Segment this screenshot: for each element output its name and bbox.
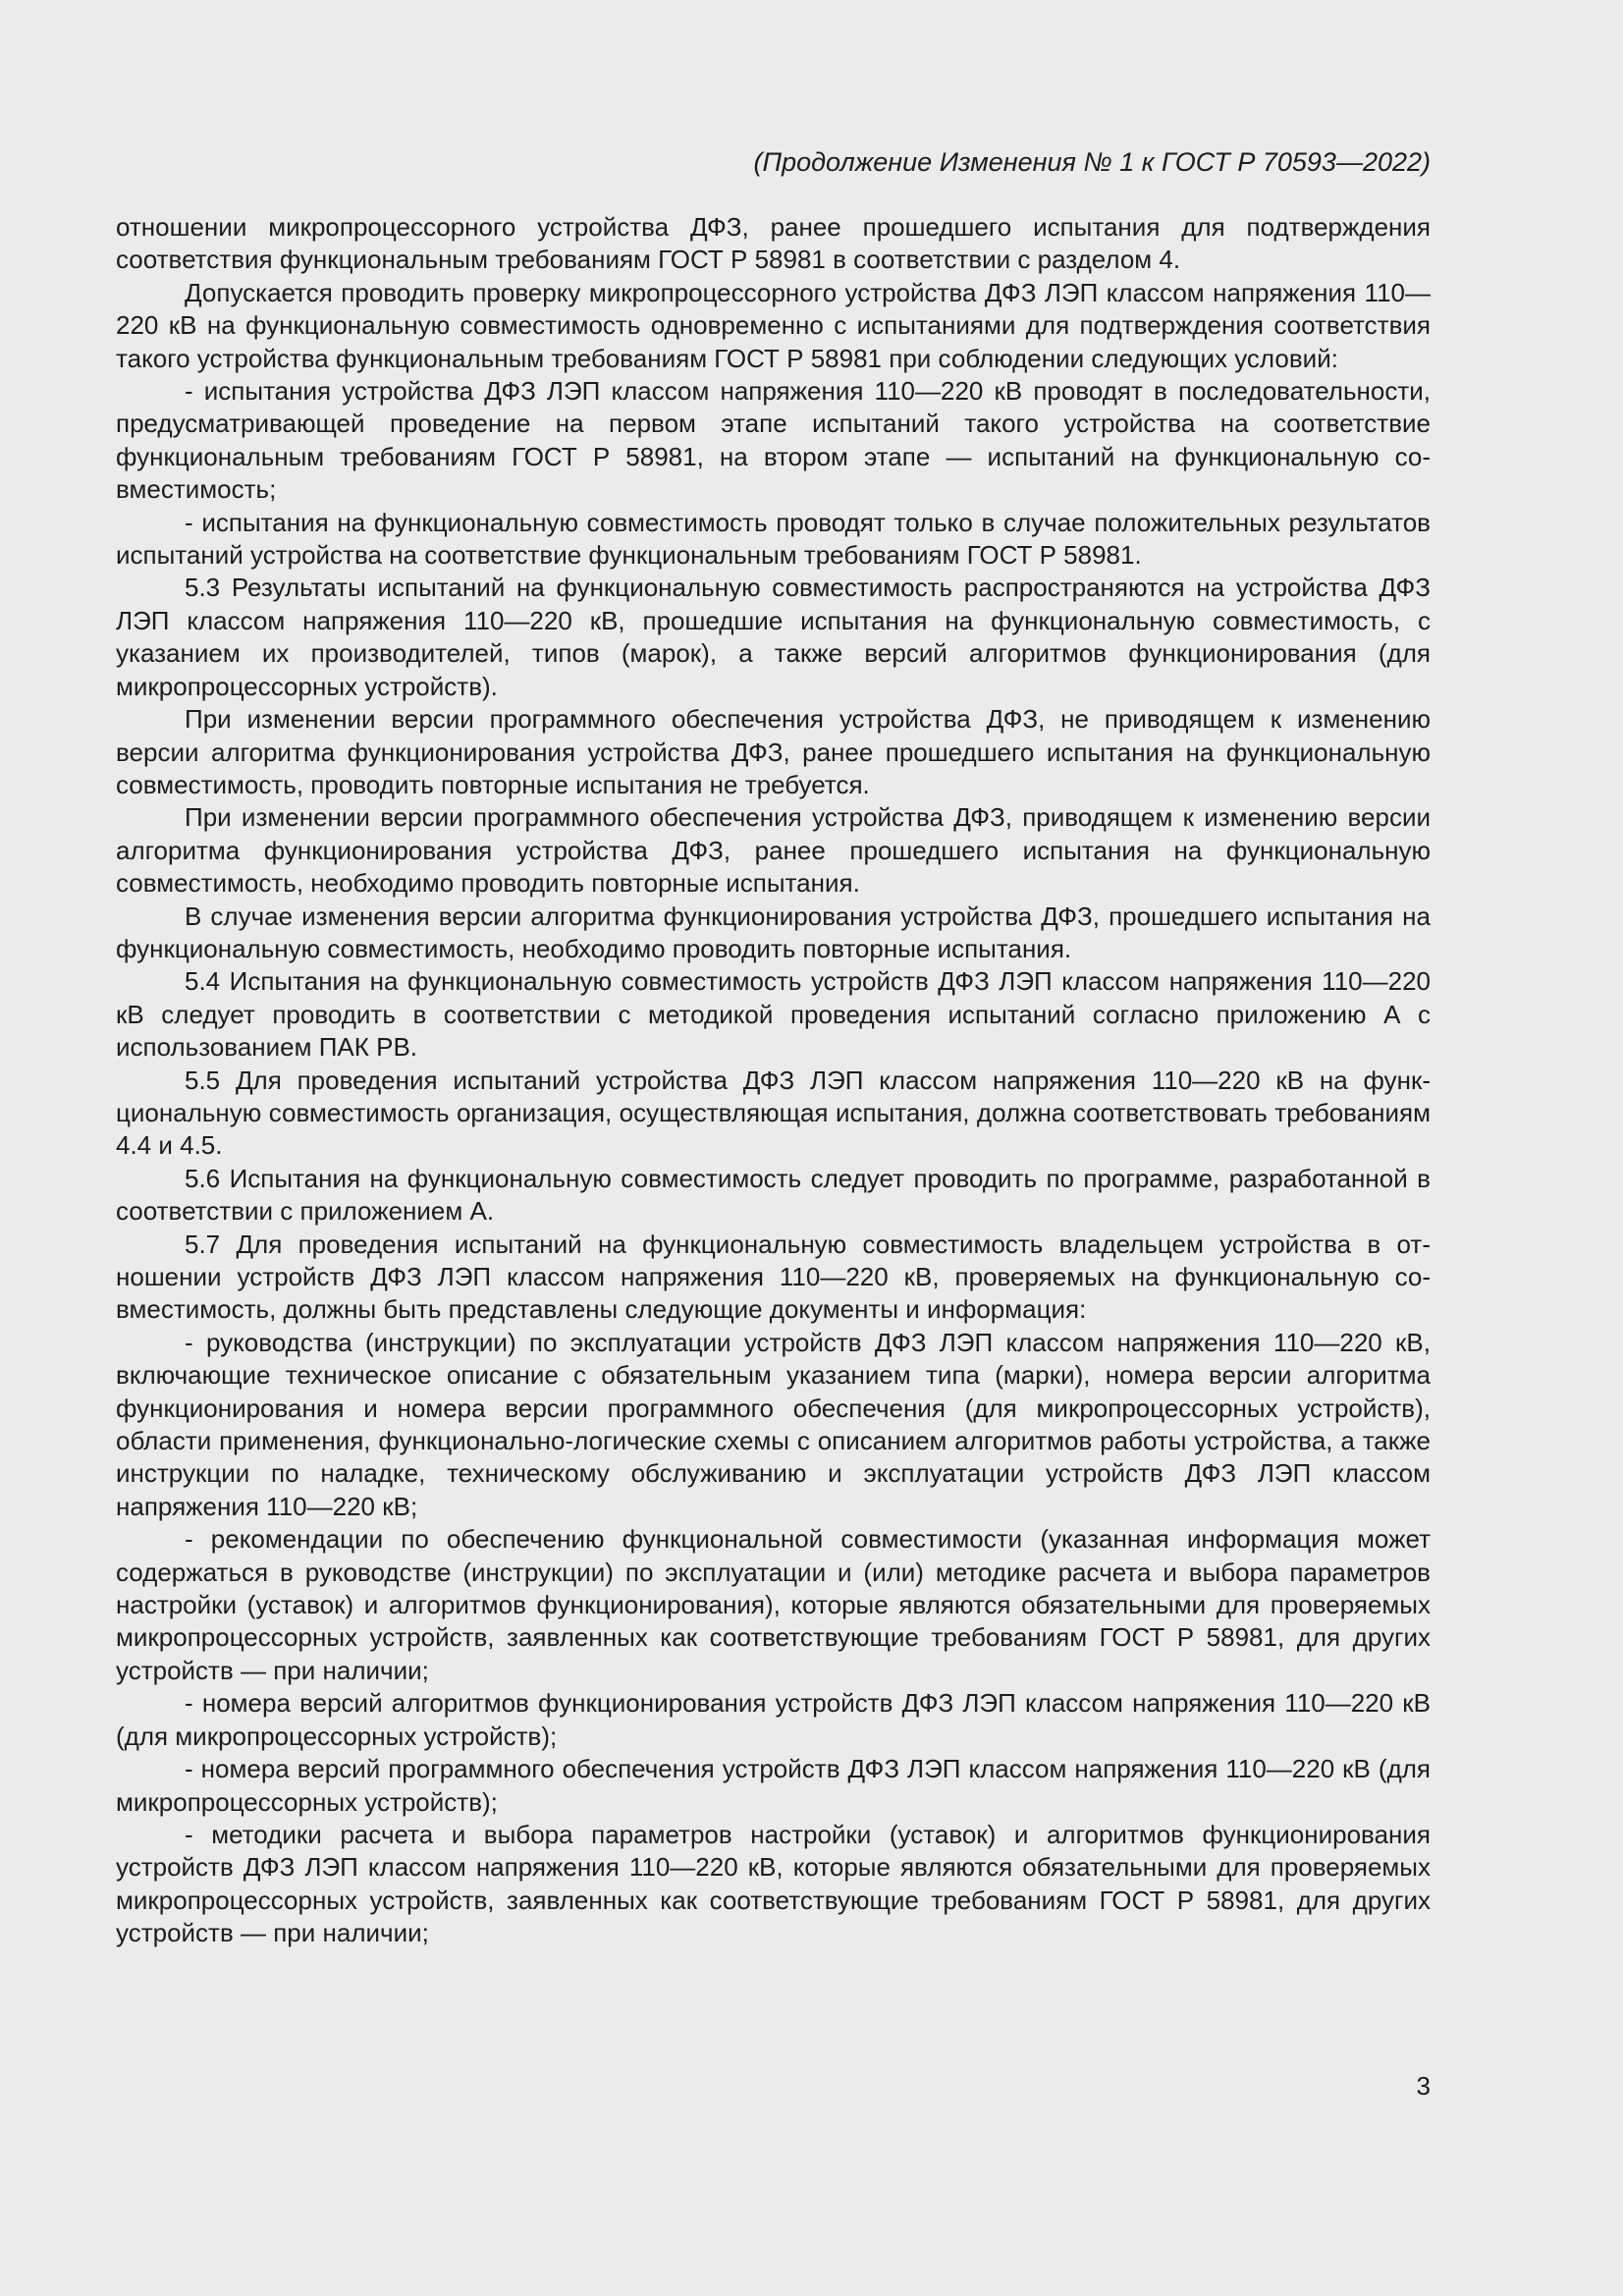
clause-5-3: 5.3 Результаты испытаний на функциональную совместимость распространяются на устройства ДФЗ ЛЭП классом напряжения 110—220 кВ, прошедшие испытания на функциональную совместимость, с указанием их производителей, типов (марок), а также версий алгоритмов функционирования (для микропроцессорных устройств). [116, 573, 1431, 701]
list-item-positive-results: - испытания на функциональную совместимость проводят только в случае положительных результатов испытаний устройства на соответствие функциональным требованиям ГОСТ Р 58981. [116, 507, 1431, 571]
list-item-test-sequence: - испытания устройства ДФЗ ЛЭП классом напряжения 110—220 кВ проводят в последовательности, предусматривающей проведение на первом этапе испытаний такого устройства на соответствие функциональным требованиям ГОСТ Р 58981, на втором этапе — испытаний на функциональную совместимость; [116, 376, 1431, 505]
list-item-software-versions: - номера версий программного обеспечения устройств ДФЗ ЛЭП классом напряжения 110—220 кВ (для микропроцессорных устройств); [116, 1754, 1431, 1817]
paragraph-software-change: При изменении версии программного обеспечения устройства ДФЗ, приводящем к изменению версии алгоритма функционирования устройства ДФЗ, ранее прошедшего испытания на функциональную совместимость, необходимо проводить повторные испытания. [116, 802, 1431, 899]
clause-5-4: 5.4 Испытания на функциональную совместимость устройств ДФЗ ЛЭП классом напряжения 110—220 кВ следует проводить в соответствии с методикой проведения испытаний согласно приложению А с использованием ПАК РВ. [116, 966, 1431, 1063]
clause-5-5: 5.5 Для проведения испытаний устройства ДФЗ ЛЭП классом напряжения 110—220 кВ на функциональную совместимость организация, осуществляющая испытания, должна соответствовать требованиям 4.4 и 4.5. [116, 1065, 1431, 1161]
clause-5-7: 5.7 Для проведения испытаний на функциональную совместимость владельцем устройства в отношении устройств ДФЗ ЛЭП классом напряжения 110—220 кВ, проверяемых на функциональную совместимость, должны быть представлены следующие документы и информация: [116, 1229, 1431, 1325]
page-header-continuation: (Продолжение Изменения № 1 к ГОСТ Р 70593—2022) [753, 147, 1431, 177]
list-item-algorithm-versions: - номера версий алгоритмов функционирования устройств ДФЗ ЛЭП классом напряжения 110—220 кВ (для микропроцессорных устройств); [116, 1688, 1431, 1751]
list-item-recommendations: - рекомендации по обеспечению функциональной совместимости (указанная информация может содержаться в руководстве (инструкции) по эксплуатации и (или) методике расчета и выбора параметров настройки (уставок) и алгоритмов функционирования), которые являются обязательными для проверяемых микропроцессорных устройств, заявленных как соответствующие требованиям ГОСТ Р 58981, для других устройств — при наличии; [116, 1524, 1431, 1685]
paragraph-algorithm-change: В случае изменения версии алгоритма функционирования устройства ДФЗ, прошедшего испытания на функциональную совместимость, необходимо проводить повторные испытания. [116, 901, 1431, 963]
paragraph-software-no-change: При изменении версии программного обеспечения устройства ДФЗ, не приводящем к изменению версии алгоритма функционирования устройства ДФЗ, ранее прошедшего испытания на функциональную совместимость, проводить повторные испытания не требуется. [116, 704, 1431, 799]
paragraph-continuation: отношении микропроцессорного устройства ДФЗ, ранее прошедшего испытания для подтверждения соответствия функциональным требованиям ГОСТ Р 58981 в соответствии с разделом 4. [116, 212, 1431, 275]
clause-5-6: 5.6 Испытания на функциональную совместимость следует проводить по программе, разработанной в соответствии с приложением А. [116, 1163, 1431, 1227]
page-number: 3 [1416, 2071, 1431, 2101]
list-item-manuals: - руководства (инструкции) по эксплуатации устройств ДФЗ ЛЭП классом напряжения 110—220 кВ, включающие техническое описание с обязательным указанием типа (марки), номера версии алгоритма функционирования и номера версии программного обеспечения (для микропроцессорных устройств), области применения, функционально-логические схемы с описанием алгоритмов работы устройства, а также инструкции по наладке, техническому обслуживанию и эксплуатации устройств ДФЗ ЛЭП классом напряжения 110—220 кВ; [116, 1327, 1431, 1521]
document-body [116, 211, 1431, 1950]
list-item-calculation-methods: - методики расчета и выбора параметров настройки (уставок) и алгоритмов функционирования устройств ДФЗ ЛЭП классом напряжения 110—220 кВ, которые являются обязательными для проверяемых микропроцессорных устройств, заявленных как соответствующие требованиям ГОСТ Р 58981, для других устройств — при наличии; [116, 1819, 1431, 1948]
paragraph-permission: Допускается проводить проверку микропроцессорного устройства ДФЗ ЛЭП классом напряжения 110—220 кВ на функциональную совместимость одновременно с испытаниями для подтверждения соответствия такого устройства функциональным требованиям ГОСТ Р 58981 при соблюдении следующих условий: [116, 277, 1431, 373]
